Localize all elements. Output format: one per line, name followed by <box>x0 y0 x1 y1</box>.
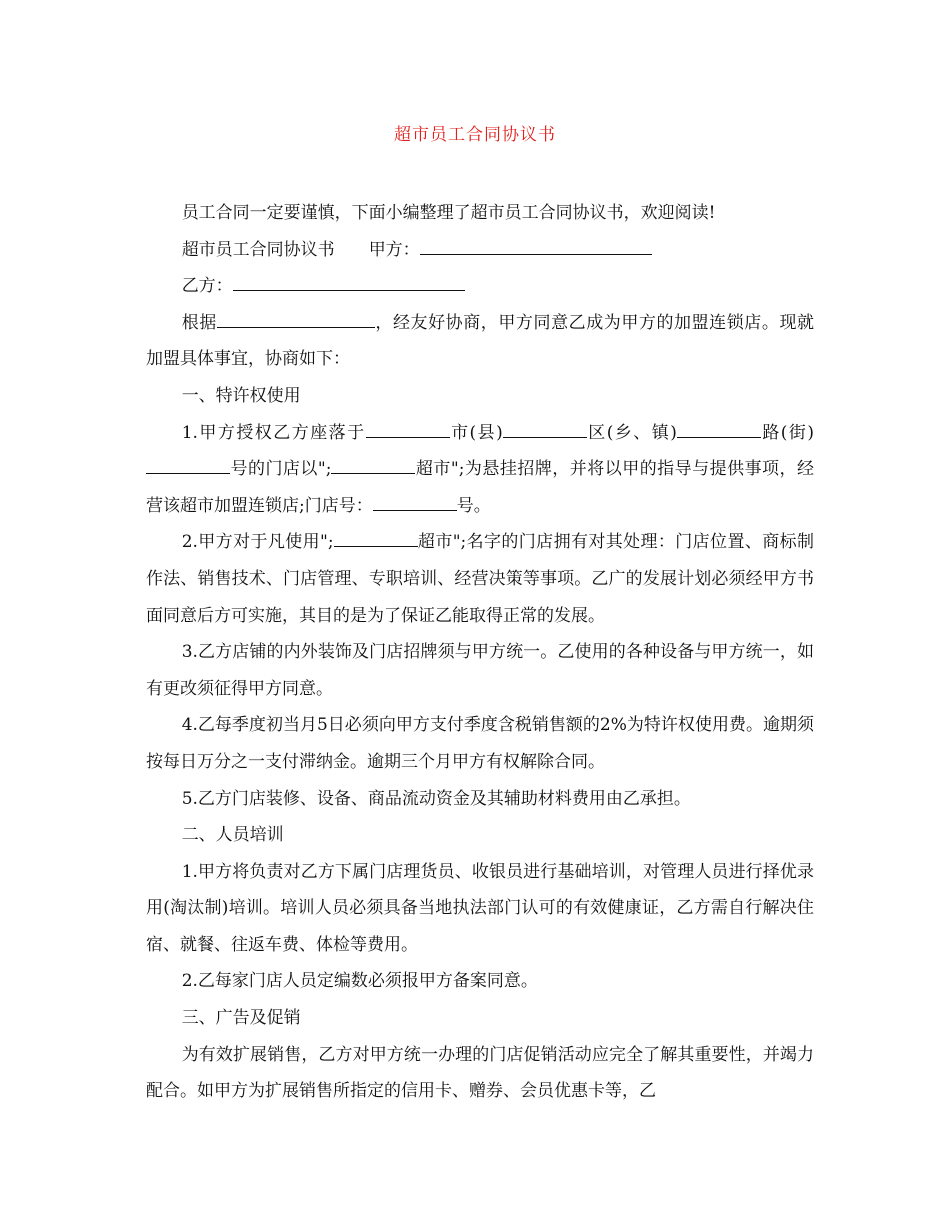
section1-item1 <box>146 415 814 525</box>
s1i1-text-7: 号。 <box>456 495 491 516</box>
header-line <box>146 232 814 269</box>
party-a-label: 甲方： <box>368 239 420 260</box>
road-blank <box>677 415 761 438</box>
basis-paragraph <box>146 305 814 378</box>
number-blank <box>146 451 230 474</box>
s1i1-text-4: 路(街) <box>760 422 815 443</box>
basis-blank <box>217 305 375 328</box>
s1i1-text-6: 超市";为悬挂招牌，并将以甲的指导与提供事项，经营该超市加盟连锁店;门店号： <box>146 459 815 516</box>
section3-heading: 三、广告及促销 <box>181 1008 301 1029</box>
party-a-blank <box>420 232 652 255</box>
s1i2-text-1: 2.甲方对于凡使用"; <box>181 532 334 553</box>
document-title: 超市员工合同协议书 <box>394 125 556 145</box>
party-b-blank <box>233 268 465 291</box>
brand-name-blank <box>334 524 418 547</box>
section3-paragraph: 为有效扩展销售，乙方对甲方统一办理的门店促销活动应完全了解其重要性，并竭力配合。如甲方为扩展销售所指定的信用卡、赠券、会员优惠卡等，乙 <box>146 1044 814 1102</box>
s1i2-text-2: 超市";名字的门店拥有对其处理：门店位置、商标制作法、销售技术、门店管理、专职培训、经营决策等事项。乙广的发展计划必须经甲方书面同意后方可实施，其目的是为了保证乙能取得正常的发展。 <box>146 532 814 626</box>
section1-item2 <box>146 524 814 634</box>
basis-prefix: 根据 <box>181 312 217 333</box>
store-name-blank <box>331 451 415 474</box>
store-no-blank <box>373 488 457 511</box>
city-blank <box>366 415 450 438</box>
section1-item3: 3.乙方店铺的内外装饰及门店招牌须与甲方统一。乙使用的各种设备与甲方统一，如有更改须征得甲方同意。 <box>146 642 814 699</box>
section1-item5: 5.乙方门店装修、设备、商品流动资金及其辅助材料费用由乙承担。 <box>181 788 691 809</box>
s1i1-text-2: 市(县) <box>449 422 503 443</box>
party-b-label: 乙方： <box>181 276 233 297</box>
party-b-line <box>146 268 814 305</box>
section1-heading: 一、特许权使用 <box>181 385 301 406</box>
basis-suffix: ，经友好协商，甲方同意乙成为甲方的加盟连锁店。现就加盟具体事宜，协商如下： <box>146 312 815 370</box>
section2-item1: 1.甲方将负责对乙方下属门店理货员、收银员进行基础培训，对管理人员进行择优录用(淘汰制)培训。培训人员必须具备当地执法部门认可的有效健康证，乙方需自行解决住宿、就餐、往返车费、体检等费用。 <box>146 861 814 955</box>
s1i1-text-5: 号的门店以"; <box>230 459 332 480</box>
intro-paragraph: 员工合同一定要谨慎，下面小编整理了超市员工合同协议书，欢迎阅读! <box>181 203 716 223</box>
s1i1-text-3: 区(乡、镇) <box>586 422 677 443</box>
s1i1-text-1: 1.甲方授权乙方座落于 <box>181 422 366 443</box>
section2-item2: 2.乙每家门店人员定编数必须报甲方备案同意。 <box>181 971 538 992</box>
section1-item4: 4.乙每季度初当月5日必须向甲方支付季度含税销售额的2%为特许权使用费。逾期须按每日万分之一支付滞纳金。逾期三个月甲方有权解除合同。 <box>146 715 814 772</box>
district-blank <box>503 415 587 438</box>
document-body <box>146 195 814 1110</box>
section2-heading: 二、人员培训 <box>181 825 284 846</box>
doc-name: 超市员工合同协议书 <box>181 239 335 260</box>
